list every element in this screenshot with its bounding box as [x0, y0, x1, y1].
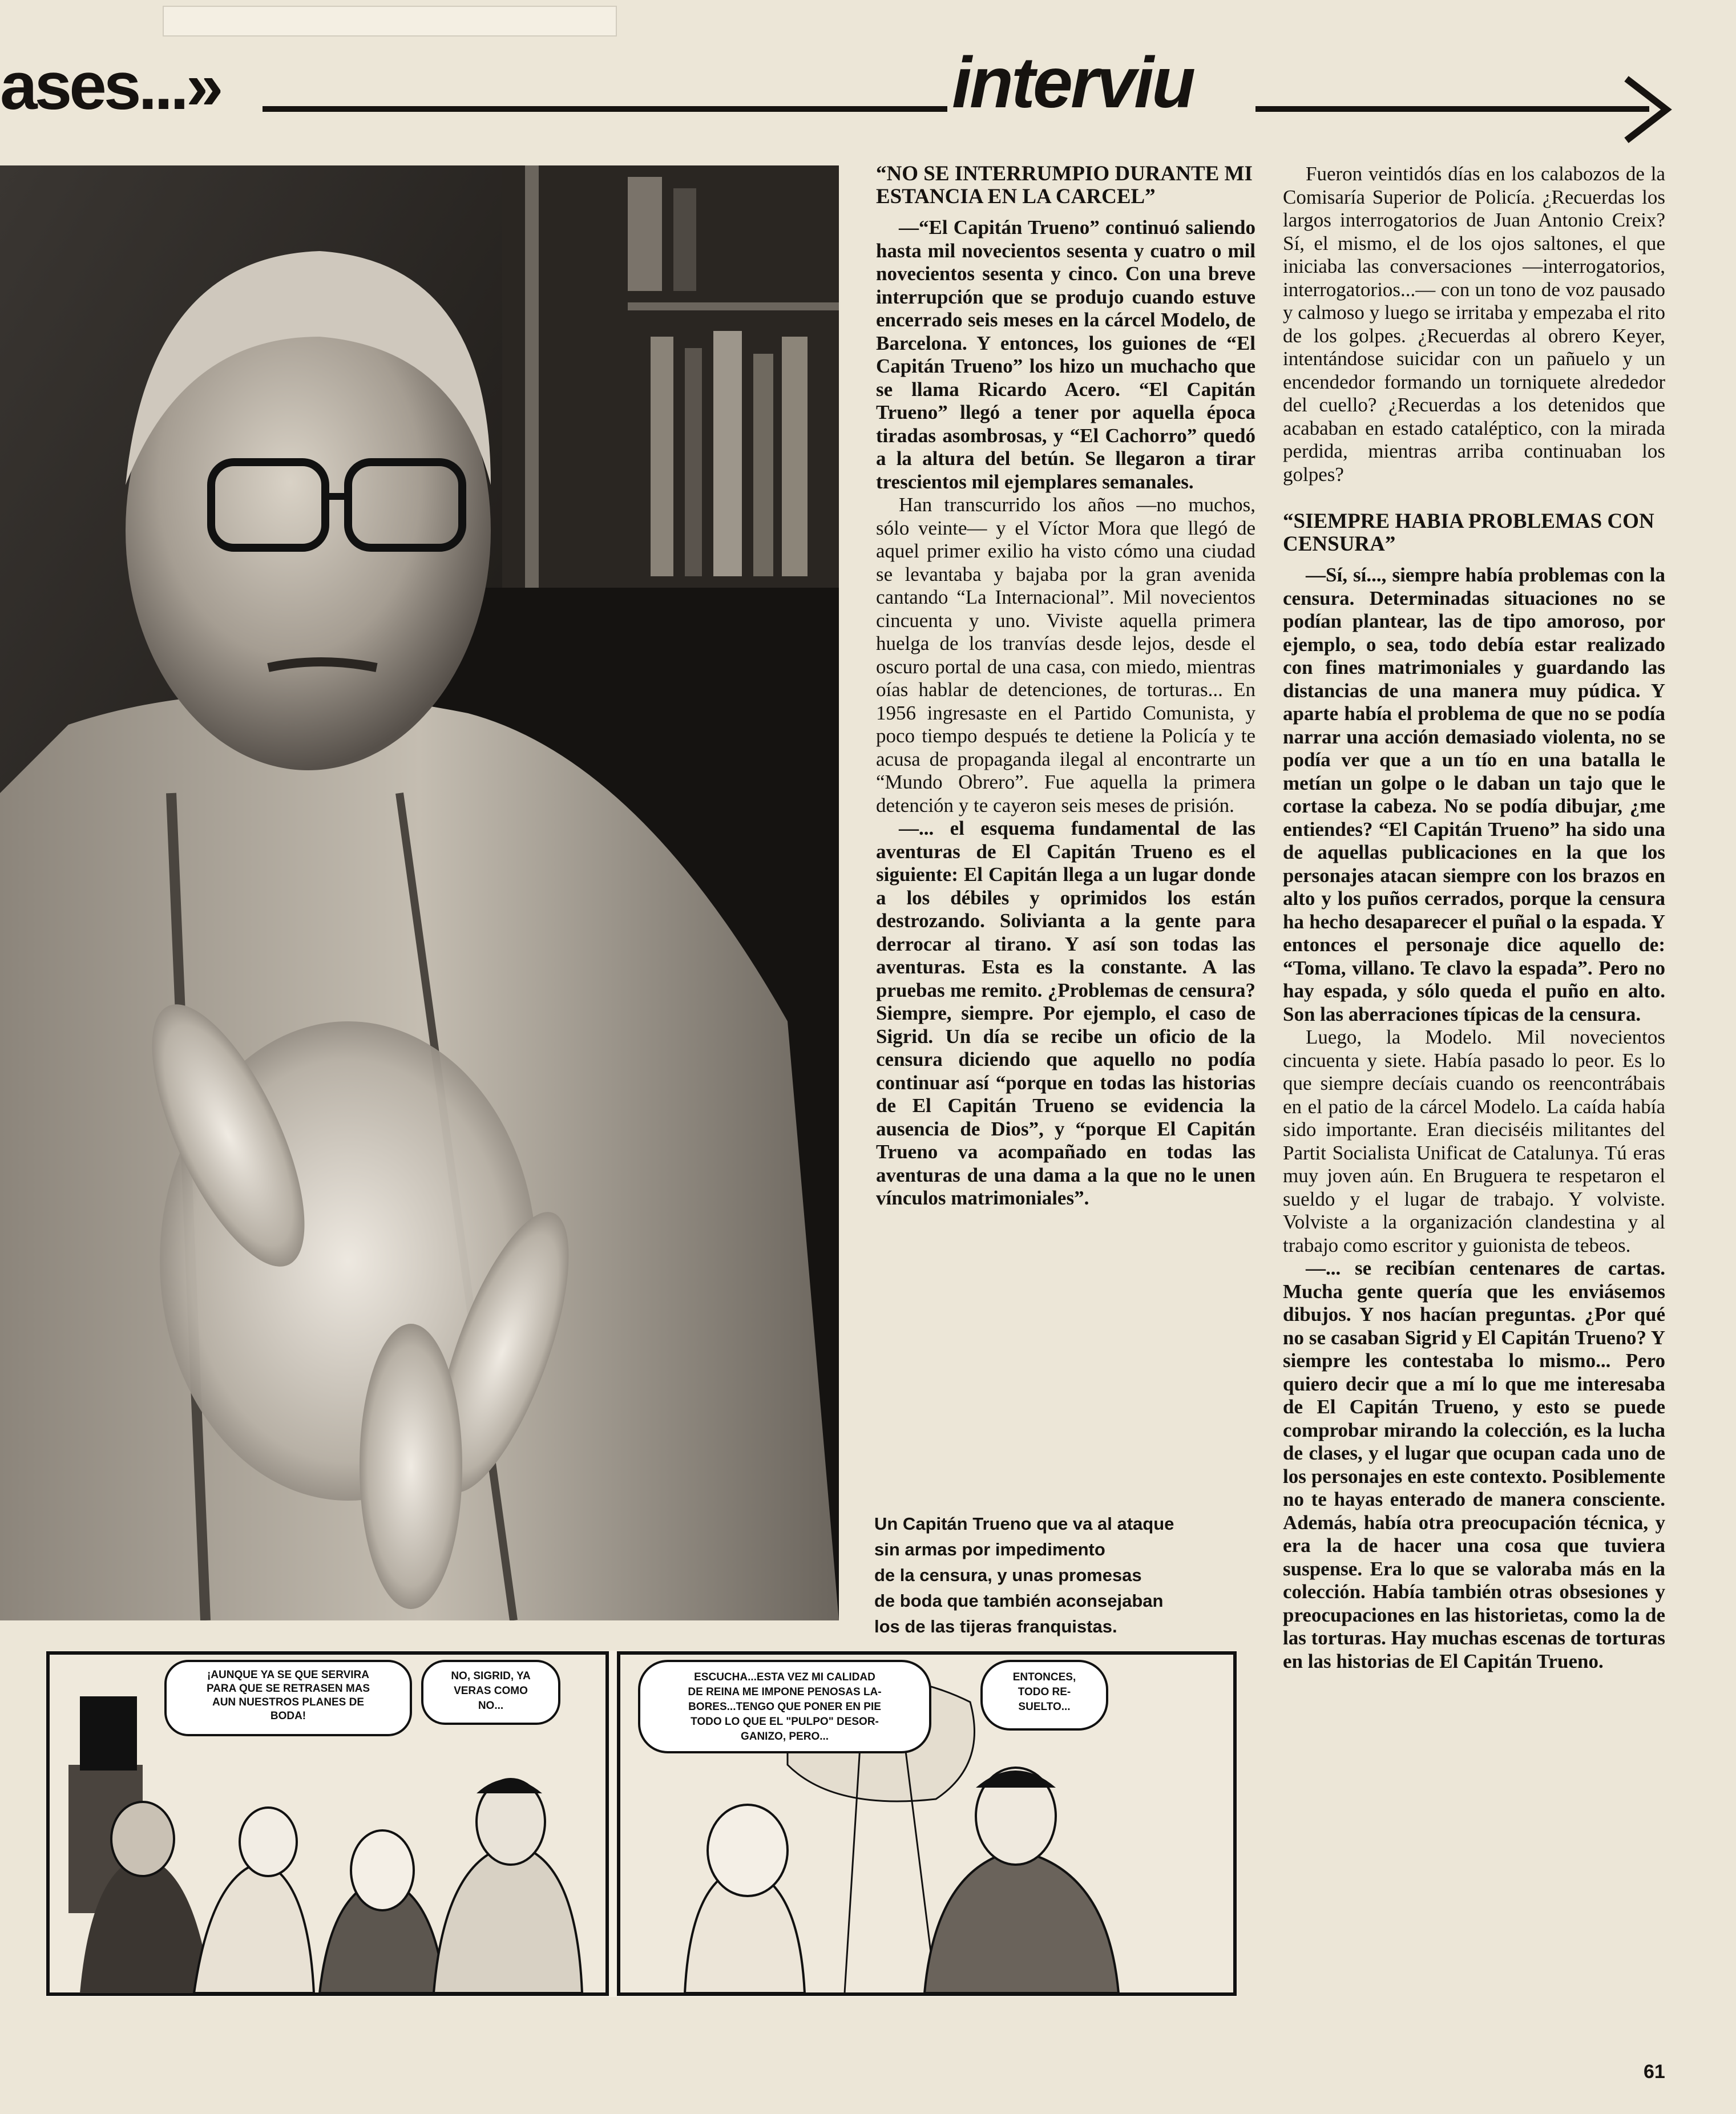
magazine-brand: interviu — [952, 42, 1194, 123]
interviewee-photo — [0, 165, 839, 1620]
panel2-balloon1-line: ESCUCHA...ESTA VEZ MI CALIDAD — [694, 1671, 875, 1683]
panel2-balloon1-line: DE REINA ME IMPONE PENOSAS LA- — [688, 1686, 882, 1698]
caption-line: Un Capitán Trueno que va al ataque — [874, 1514, 1174, 1534]
comic-panel-1 — [48, 1653, 607, 1994]
panel1-balloon2-line: NO... — [478, 1700, 504, 1712]
panel2-balloon2-line: SUELTO... — [1018, 1701, 1071, 1713]
panel1-balloon1-line: ¡AUNQUE YA SE QUE SERVIRA — [207, 1669, 370, 1681]
comic-panel-2 — [619, 1653, 1235, 1994]
panel2-balloon1-line: BORES...TENGO QUE PONER EN PIE — [688, 1701, 881, 1713]
panel2-balloon2-line: ENTONCES, — [1012, 1671, 1076, 1683]
header-rule-right — [1255, 106, 1649, 112]
section1-heading: “NO SE INTERRUMPIO DURANTE MI ESTANCIA EN LA CARCEL” — [876, 162, 1253, 208]
caption-line: de boda que también aconsejaban — [874, 1591, 1164, 1611]
article-column-2 — [1283, 163, 1665, 1673]
portrait-image — [0, 165, 839, 1620]
paragraph-6: Luego, la Modelo. Mil novecientos cincuenta y siete. Había pasado lo peor. Es lo que siempre decíais cuando os reencontrábais en el patio de la cárcel Modelo. La caída había sido importante. Eran dieciséis militantes del Partit Socialista Unificat de Catalunya. Tú eras muy joven aún. En Bruguera te respetaron el sueldo y el lugar de trabajo. Y volviste. Volviste a la organización clandestina y al trabajo como escritor y guionista de tebeos. — [1283, 1026, 1665, 1256]
paragraph-3: —... el esquema fundamental de las aventuras de El Capitán Trueno es el siguiente: El Capitán llega a un lugar donde a los débiles y oprimidos los están destrozando. Solivianta a la gente para derrocar al tirano. Y así son todas las aventuras. Esta es la constante. A las pruebas me remito. ¿Problemas de censura? Siempre, siempre. Por ejemplo, el caso de Sigrid. Un día se recibe un oficio de la censura diciendo que aquello no podía continuar así “porque en todas las historias de El Capitán Trueno se evidencia la ausencia de Dios”, y “porque El Capitán Trueno va acompañado en todas las aventuras de una dama a la que no le unen vínculos matrimoniales”. — [876, 817, 1255, 1209]
paragraph-2: Han transcurrido los años —no muchos, sólo veinte— y el Víctor Mora que llegó de aquel primer exilio ha visto cómo una ciudad se levantaba y bajaba por la gran avenida cantando “La Internacional”. Mil novecientos cincuenta y uno. Viviste aquella primera huelga de los tranvías desde lejos, desde el oscuro portal de una casa, con miedo, mientras oías hablar de detenciones, de torturas... En 1956 ingresaste en el Partido Comunista, y poco tiempo después te detiene la Policía y te acusa de propaganda ilegal al encontrarte un “Mundo Obrero”. Fue aquella la primera detención y te cayeron seis meses de prisión. — [876, 494, 1255, 817]
header-left-fragment: ases...» — [0, 48, 221, 124]
panel2-balloon1-line: GANIZO, PERO... — [740, 1731, 829, 1743]
photo-caption — [874, 1511, 1217, 1639]
comic-panels — [46, 1651, 1237, 1997]
panel1-balloon2-line: VERAS COMO — [454, 1685, 528, 1697]
panel2-balloon1-line: TODO LO QUE EL "PULPO" DESOR- — [691, 1716, 879, 1728]
section2-heading: “SIEMPRE HABIA PROBLEMAS CON CENSURA” — [1283, 510, 1654, 556]
caption-line: de la censura, y unas promesas — [874, 1565, 1142, 1585]
panel1-balloon2-line: NO, SIGRID, YA — [451, 1670, 531, 1682]
header-rule-left — [263, 106, 947, 112]
caption-line: los de las tijeras franquistas. — [874, 1616, 1117, 1636]
top-frame-box — [163, 6, 617, 37]
panel2-balloon2-line: TODO RE- — [1018, 1686, 1071, 1698]
paragraph-1: —“El Capitán Trueno” continuó saliendo hasta mil novecientos sesenta y cuatro o mil novecientos sesenta y cinco. Con una breve interrupción que se produjo cuando estuve encerrado seis meses en la cárcel Modelo, de Barcelona. Y entonces, los guiones de “El Capitán Trueno” los hizo un muchacho que se llama Ricardo Acero. “El Capitán Trueno” llegó a tener por aquella época tiradas asombrosas, y “El Cachorro” quedó a la altura del betún. Se llegaron a tirar trescientos mil ejemplares semanales. — [876, 216, 1255, 493]
caption-line: sin armas por impedimento — [874, 1539, 1105, 1559]
paragraph-7: —... se recibían centenares de cartas. Mucha gente quería que les enviásemos dibujos. Y nos hacían preguntas. ¿Por qué no se casaban Sigrid y El Capitán Trueno? Y siempre les contestaba lo mismo... Pero quiero decir que a mí lo que me interesaba de El Capitán Trueno, y esto se puede comprobar mirando la colección, es la lucha de clases, y el lugar que ocupan cada uno de los personajes en este contexto. Posiblemente no te hayas enterado de manera consciente. Además, había otra preocupación técnica, y era la de hacer una cosa que tuviera suspense. Era lo que se valoraba más en la colección. Había también otras obsesiones y preocupaciones en las historietas, como la de las torturas. Hay muchas escenas de torturas en las historias de El Capitán Trueno. — [1283, 1257, 1665, 1672]
paragraph-4: Fueron veintidós días en los calabozos de la Comisaría Superior de Policía. ¿Recuerdas los largos interrogatorios de Juan Antonio Creix? Sí, el mismo, el de los ojos saltones, el que iniciaba las conversaciones —interrogatorios, interrogatorios...— con un tono de voz pausado y calmoso y luego se irritaba y empezaba el rito de los golpes. ¿Recuerdas al obrero Keyer, intentándose suicidar con un pañuelo y un encendedor formando un torniquete alrededor del cuello? ¿Recuerdas a los detenidos que acababan en estado cataléptico, con la mirada perdida, mientras arriba continuaban los golpes? — [1283, 163, 1665, 486]
page-number: 61 — [1644, 2061, 1665, 2083]
panel1-balloon1-line: PARA QUE SE RETRASEN MAS — [206, 1683, 370, 1695]
article-column-1 — [876, 163, 1255, 1210]
panel1-balloon1-line: AUN NUESTROS PLANES DE — [212, 1696, 365, 1708]
arrow-right-icon — [1621, 74, 1672, 145]
panel1-balloon1-line: BODA! — [270, 1710, 306, 1722]
paragraph-5: —Sí, sí..., siempre había problemas con la censura. Determinadas situaciones no se podían plantear, las de tipo amoroso, por ejemplo, o sea, todo debía estar realizado con fines matrimoniales y guardando las distancias de una manera muy púdica. Y aparte había el problema de que no se podía narrar una acción demasiado violenta, no se podía ver que a un tío en una batalla le metían un golpe o le daban un tajo que le cortase la cabeza. No se podía dibujar, ¿me entiendes? “El Capitán Trueno” ha sido una de aquellas publicaciones en la que los personajes atacan siempre con los brazos en alto y los puños cerrados, porque la censura ha hecho desaparecer el puñal o la espada. Y entonces el personaje dice aquello de: “Toma, villano. Te clavo la espada”. Pero no hay espada, y sólo queda el puño en alto. Son las aberraciones típicas de la censura. — [1283, 564, 1665, 1025]
comic-strip — [46, 1651, 1237, 1997]
